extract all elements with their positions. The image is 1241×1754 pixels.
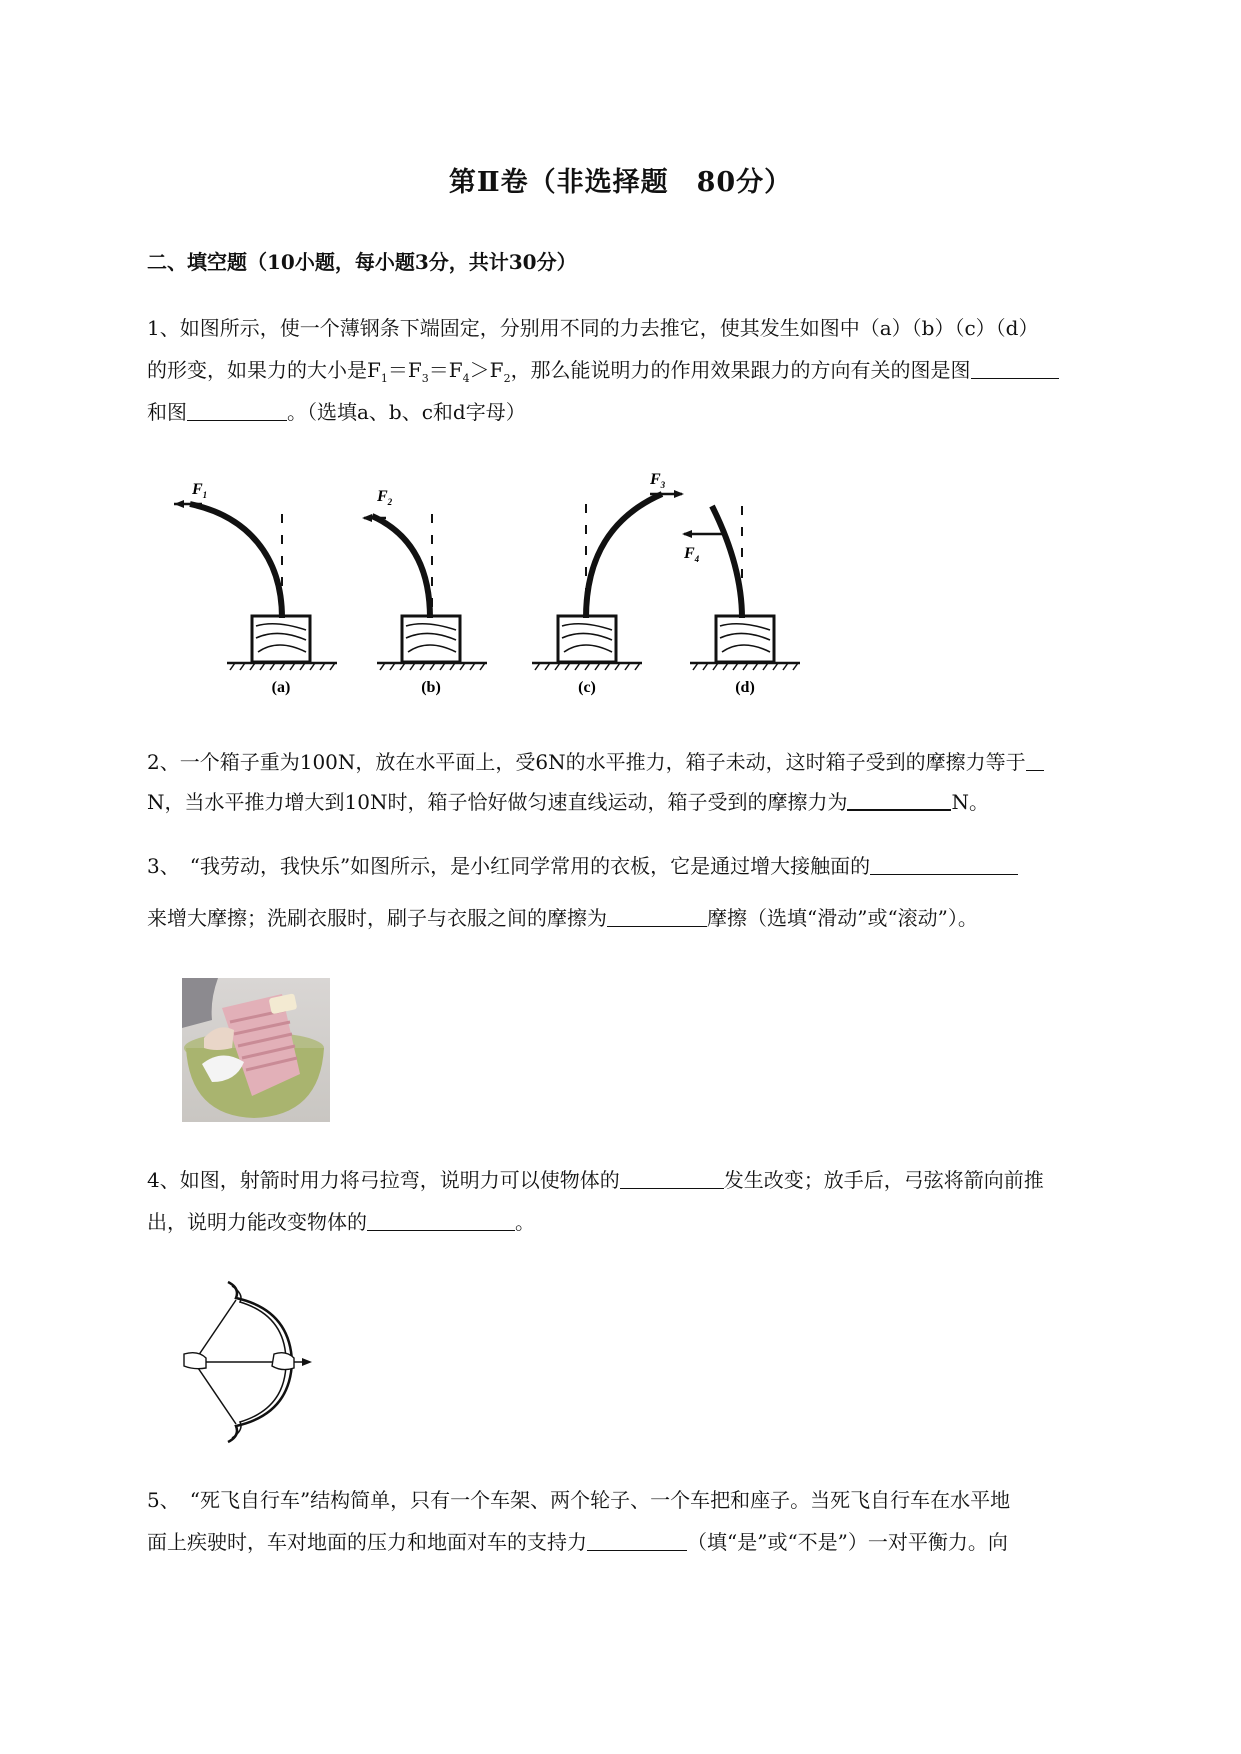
answer-blank[interactable] xyxy=(620,1168,724,1189)
q1-line-3 xyxy=(147,396,526,425)
subscript: 2 xyxy=(503,372,511,385)
q3-text: 来增大摩擦；洗刷衣服时，刷子与衣服之间的摩擦为 xyxy=(147,906,607,930)
force-label-f3: F xyxy=(650,471,661,488)
q4-text: 出，说明力能改变物体的 xyxy=(147,1210,367,1234)
q2-text: N。 xyxy=(951,790,989,814)
section-heading: 二、填空题（10小题，每小题3分，共计30分） xyxy=(147,250,577,274)
subscript: 1 xyxy=(380,372,388,385)
q1-text: 。（选填a、b、c和d字母） xyxy=(287,400,526,424)
subscript: 4 xyxy=(462,372,470,385)
subscript: 4 xyxy=(694,554,700,564)
answer-blank[interactable] xyxy=(187,400,287,421)
q1-line-1: 1、如图所示，使一个薄钢条下端固定，分别用不同的力去推它，使其发生如图中（a）（b）（c）（d） xyxy=(147,316,1039,340)
q1-text: 的形变，如果力的大小是F xyxy=(147,358,381,382)
q2-line-2 xyxy=(147,786,989,815)
q1-text: 和图 xyxy=(147,400,187,424)
q4-line-2 xyxy=(147,1206,535,1235)
force-label-f1: F xyxy=(192,481,203,498)
answer-blank[interactable] xyxy=(367,1210,515,1231)
answer-blank[interactable] xyxy=(1026,750,1044,771)
q1-text: ＝F xyxy=(387,358,422,382)
q3-text: 摩擦（选填“滑动”或“滚动”）。 xyxy=(707,906,978,930)
q4-text: 4、如图，射箭时用力将弓拉弯，说明力可以使物体的 xyxy=(147,1168,620,1192)
answer-blank[interactable] xyxy=(971,358,1059,379)
q5-line-2 xyxy=(147,1526,1008,1555)
answer-blank[interactable] xyxy=(870,854,1018,875)
force-label-f2: F xyxy=(377,488,388,505)
page-title: 第Ⅱ卷（非选择题 80分） xyxy=(448,167,793,198)
q5-text: 面上疾驶时，车对地面的压力和地面对车的支持力 xyxy=(147,1530,587,1554)
q1-text: ，那么能说明力的作用效果跟力的方向有关的图是图 xyxy=(510,358,971,382)
subscript: 2 xyxy=(387,497,393,507)
q2-text: N，当水平推力增大到10N时，箱子恰好做匀速直线运动，箱子受到的摩擦力为 xyxy=(147,790,848,814)
washboard-photo xyxy=(182,978,330,1122)
q5-text: （填“是”或“不是”）一对平衡力。向 xyxy=(687,1530,1008,1554)
answer-blank[interactable] xyxy=(847,789,951,811)
panel-label-b: (b) xyxy=(421,679,441,696)
q3-text: 3、 “我劳动，我快乐”如图所示，是小红同学常用的衣板，它是通过增大接触面的 xyxy=(147,854,871,878)
q4-text: 。 xyxy=(515,1210,535,1234)
q2-text: 2、一个箱子重为100N，放在水平面上，受6N的水平推力，箱子未动，这时箱子受到的摩擦力等于 xyxy=(147,750,1026,774)
q3-line-2 xyxy=(147,902,978,931)
panel-label-d: (d) xyxy=(735,679,755,696)
bow-and-arrow-figure xyxy=(170,1270,320,1450)
subscript: 1 xyxy=(202,490,208,500)
q5-line-1: 5、 “死飞自行车”结构简单，只有一个车架、两个轮子、一个车把和座子。当死飞自行车在水平地 xyxy=(147,1488,1011,1512)
q4-text: 发生改变；放手后，弓弦将箭向前推 xyxy=(723,1168,1044,1192)
q3-line-1 xyxy=(147,850,1018,879)
q1-text: ＞F xyxy=(469,358,504,382)
answer-blank[interactable] xyxy=(587,1530,687,1551)
q1-line-2 xyxy=(147,354,1059,385)
q2-line-1 xyxy=(147,746,1044,775)
panel-label-a: (a) xyxy=(271,679,291,696)
subscript: 3 xyxy=(421,372,429,385)
panel-label-c: (c) xyxy=(578,679,596,696)
force-label-f4: F xyxy=(684,545,695,562)
q4-line-1 xyxy=(147,1164,1044,1193)
subscript: 3 xyxy=(660,480,666,490)
answer-blank[interactable] xyxy=(607,906,707,927)
q1-text: ＝F xyxy=(428,358,463,382)
steel-strip-figure xyxy=(172,466,804,696)
